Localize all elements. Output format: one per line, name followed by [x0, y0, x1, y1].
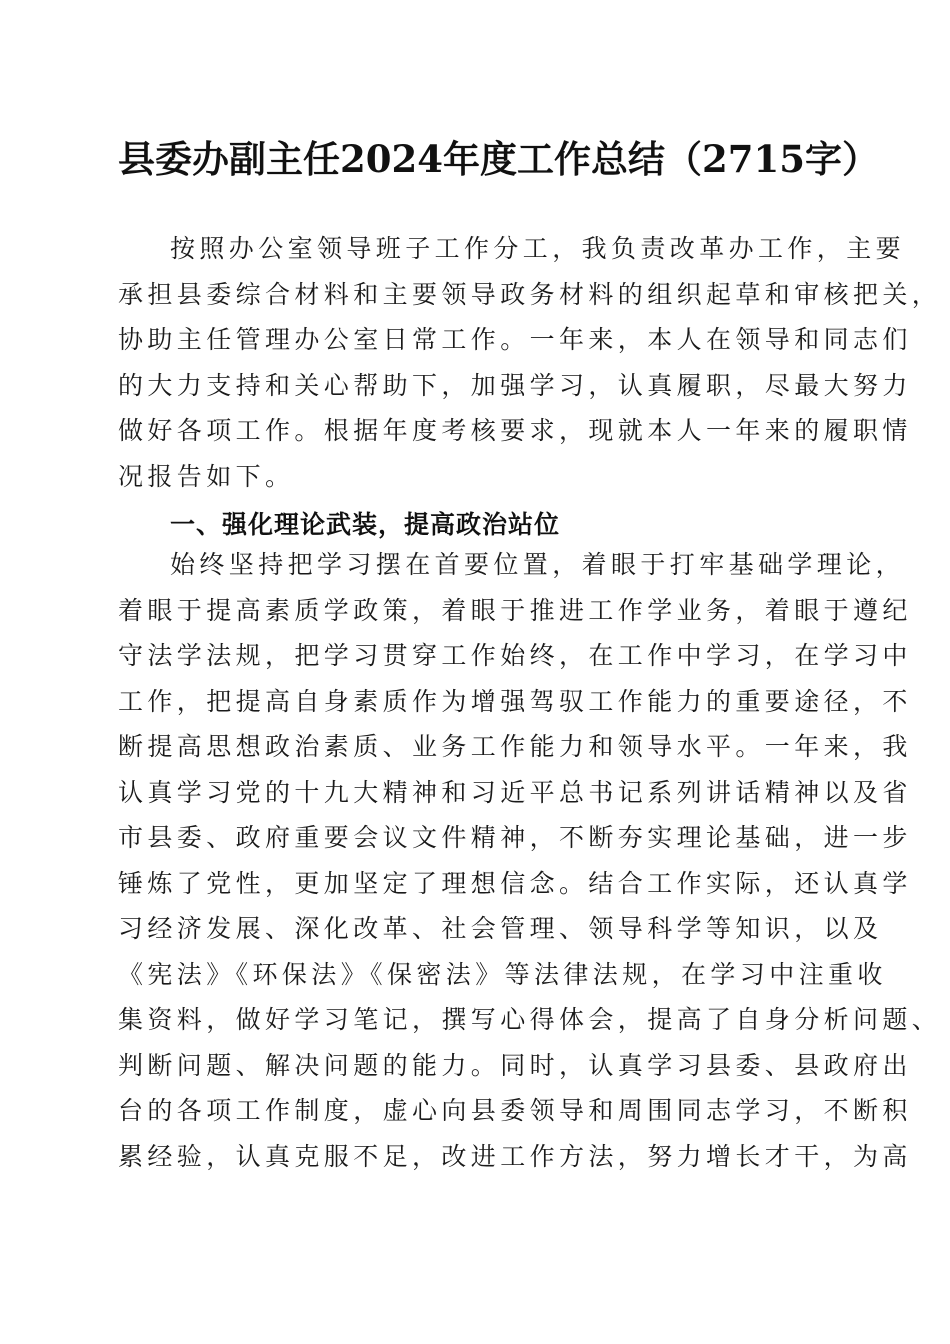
paragraph-line: 着眼于提高素质学政策，着眼于推进工作学业务，着眼于遵纪	[118, 595, 912, 625]
paragraph-line: 守法学法规，把学习贯穿工作始终，在工作中学习，在学习中	[118, 641, 912, 670]
paragraph-line: 台的各项工作制度，虚心向县委领导和周围同志学习，不断积	[118, 1096, 912, 1125]
paragraph-line: 习经济发展、深化改革、社会管理、领导科学等知识，以及	[118, 914, 883, 943]
paragraph-line: 工作，把提高自身素质作为增强驾驭工作能力的重要途径，不	[118, 686, 912, 716]
paragraph-line: 协助主任管理办公室日常工作。一年来，本人在领导和同志们	[118, 325, 912, 354]
document-title: 县委办副主任2024年度工作总结（2715字）	[118, 137, 879, 181]
paragraph-line: 认真学习党的十九大精神和习近平总书记系列讲话精神以及省	[118, 777, 912, 807]
paragraph-line: 承担县委综合材料和主要领导政务材料的组织起草和审核把关，	[118, 279, 942, 309]
section-heading: 一、强化理论武装，提高政治站位	[170, 510, 561, 539]
intro-paragraph	[118, 226, 942, 499]
paragraph-line: 做好各项工作。根据年度考核要求，现就本人一年来的履职情	[118, 416, 912, 445]
paragraph-line: 锤炼了党性，更加坚定了理想信念。结合工作实际，还认真学	[118, 868, 912, 898]
paragraph-line: 的大力支持和关心帮助下，加强学习，认真履职，尽最大努力	[118, 370, 912, 400]
paragraph-line: 《宪法》《环保法》《保密法》等法律法规，在学习中注重收	[118, 959, 887, 989]
section1-paragraph	[118, 542, 942, 1179]
paragraph-line: 按照办公室领导班子工作分工，我负责改革办工作，主要	[170, 234, 906, 263]
paragraph-line: 判断问题、解决问题的能力。同时，认真学习县委、县政府出	[118, 1050, 912, 1080]
paragraph-line: 市县委、政府重要会议文件精神，不断夯实理论基础，进一步	[118, 823, 912, 852]
paragraph-line: 始终坚持把学习摆在首要位置，着眼于打牢基础学理论，	[170, 550, 906, 579]
paragraph-line: 况报告如下。	[118, 461, 295, 491]
paragraph-line: 断提高思想政治素质、业务工作能力和领导水平。一年来，我	[118, 732, 912, 761]
paragraph-line: 集资料，做好学习笔记，撰写心得体会，提高了自身分析问题、	[118, 1005, 942, 1034]
paragraph-line: 累经验，认真克服不足，改进工作方法，努力增长才干，为高	[118, 1141, 912, 1171]
